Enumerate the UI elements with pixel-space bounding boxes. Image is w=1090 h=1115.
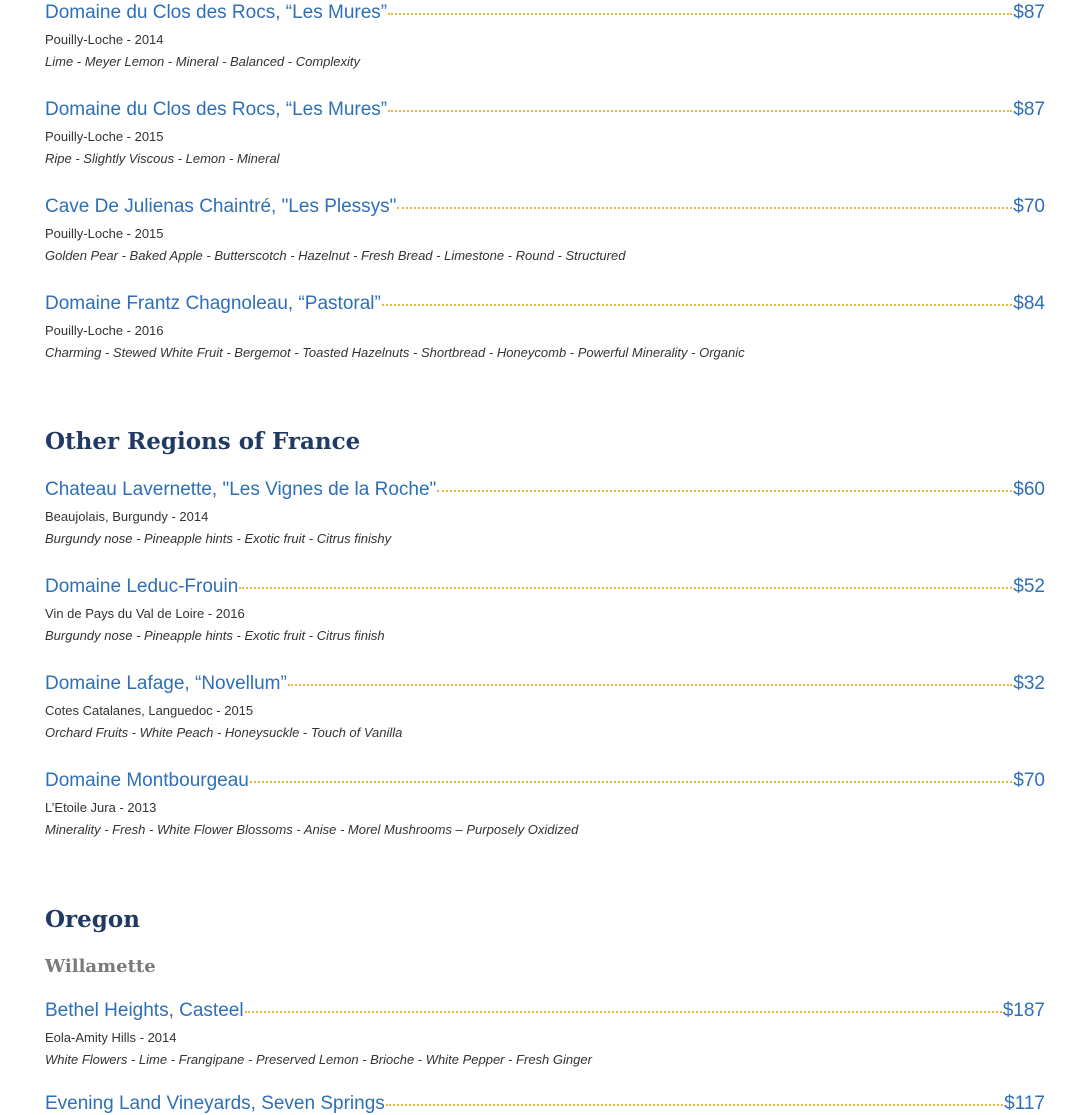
wine-entry [45, 97, 1045, 167]
wine-name-row [45, 1091, 1045, 1115]
wine-entry [45, 768, 1045, 838]
wine-name: Chateau Lavernette, "Les Vignes de la Roche" [45, 479, 437, 500]
wine-name-row [45, 671, 1045, 695]
wine-name: Domaine Leduc-Frouin [45, 576, 239, 597]
wine-entry [45, 0, 1045, 70]
wine-entry [45, 998, 1045, 1068]
wine-name: Domaine du Clos des Rocs, “Les Mures” [45, 99, 388, 120]
wine-entry [45, 671, 1045, 741]
wine-name-row [45, 477, 1045, 501]
tasting-notes: Charming - Stewed White Fruit - Bergemot - Toasted Hazelnuts - Shortbread - Honeycomb - Powerful Minerality - Organic [45, 345, 745, 360]
wine-entry [45, 1091, 1045, 1115]
wine-entry [45, 194, 1045, 264]
wine-region: Pouilly-Loche - 2016 [45, 323, 164, 338]
tasting-notes: Burgundy nose - Pineapple hints - Exotic fruit - Citrus finish [45, 628, 385, 643]
wine-price: $84 [1013, 293, 1045, 314]
dotted-leader [382, 304, 1012, 306]
tasting-notes: Golden Pear - Baked Apple - Butterscotch - Hazelnut - Fresh Bread - Limestone - Round - Structured [45, 248, 626, 263]
wine-entry [45, 574, 1045, 644]
dotted-leader [386, 1104, 1003, 1106]
wine-name: Domaine Frantz Chagnoleau, “Pastoral” [45, 293, 381, 314]
tasting-notes: Burgundy nose - Pineapple hints - Exotic fruit - Citrus finishy [45, 531, 392, 546]
wine-entry [45, 477, 1045, 547]
wine-name-row [45, 998, 1045, 1022]
dotted-leader [388, 13, 1012, 15]
tasting-notes: Ripe - Slightly Viscous - Lemon - Mineral [45, 151, 280, 166]
wine-region: Vin de Pays du Val de Loire - 2016 [45, 606, 245, 621]
wine-region: Cotes Catalanes, Languedoc - 2015 [45, 703, 254, 718]
wine-name: Domaine du Clos des Rocs, “Les Mures” [45, 2, 388, 23]
dotted-leader [397, 207, 1012, 209]
wine-price: $52 [1013, 576, 1045, 597]
wine-name: Bethel Heights, Casteel [45, 1000, 244, 1021]
wine-region: Pouilly-Loche - 2015 [45, 226, 164, 241]
wine-name-row [45, 768, 1045, 792]
wine-region: L’Etoile Jura - 2013 [45, 800, 157, 815]
dotted-leader [250, 781, 1012, 783]
wine-name-row [45, 97, 1045, 121]
wine-price: $70 [1013, 196, 1045, 217]
dotted-leader [288, 684, 1012, 686]
dotted-leader [437, 490, 1012, 492]
wine-name: Evening Land Vineyards, Seven Springs [45, 1093, 385, 1114]
tasting-notes: Minerality - Fresh - White Flower Blossoms - Anise - Morel Mushrooms – Purposely Oxidized [45, 822, 579, 837]
wine-region: Pouilly-Loche - 2015 [45, 129, 164, 144]
wine-price: $87 [1013, 2, 1045, 23]
wine-price: $70 [1013, 770, 1045, 791]
dotted-leader [245, 1011, 1002, 1013]
wine-name-row [45, 291, 1045, 315]
wine-price: $32 [1013, 673, 1045, 694]
wine-name: Domaine Montbourgeau [45, 770, 249, 791]
section-title-other-regions: Other Regions of France [45, 428, 361, 455]
section-title-oregon: Oregon [45, 906, 140, 933]
subsection-title-willamette: Willamette [45, 956, 156, 977]
wine-price: $87 [1013, 99, 1045, 120]
wine-entry [45, 291, 1045, 361]
wine-region: Beaujolais, Burgundy - 2014 [45, 509, 209, 524]
tasting-notes: Lime - Meyer Lemon - Mineral - Balanced - Complexity [45, 54, 360, 69]
wine-name-row [45, 574, 1045, 598]
tasting-notes: Orchard Fruits - White Peach - Honeysuckle - Touch of Vanilla [45, 725, 403, 740]
wine-name: Domaine Lafage, “Novellum” [45, 673, 287, 694]
wine-region: Pouilly-Loche - 2014 [45, 32, 164, 47]
wine-price: $117 [1004, 1093, 1045, 1114]
wine-name: Cave De Julienas Chaintré, "Les Plessys" [45, 196, 397, 217]
wine-region: Eola-Amity Hills - 2014 [45, 1030, 177, 1045]
dotted-leader [388, 110, 1012, 112]
tasting-notes: White Flowers - Lime - Frangipane - Preserved Lemon - Brioche - White Pepper - Fresh Ginger [45, 1052, 592, 1067]
wine-name-row [45, 0, 1045, 24]
dotted-leader [239, 587, 1012, 589]
wine-price: $187 [1002, 1000, 1045, 1021]
wine-name-row [45, 194, 1045, 218]
wine-price: $60 [1013, 479, 1045, 500]
